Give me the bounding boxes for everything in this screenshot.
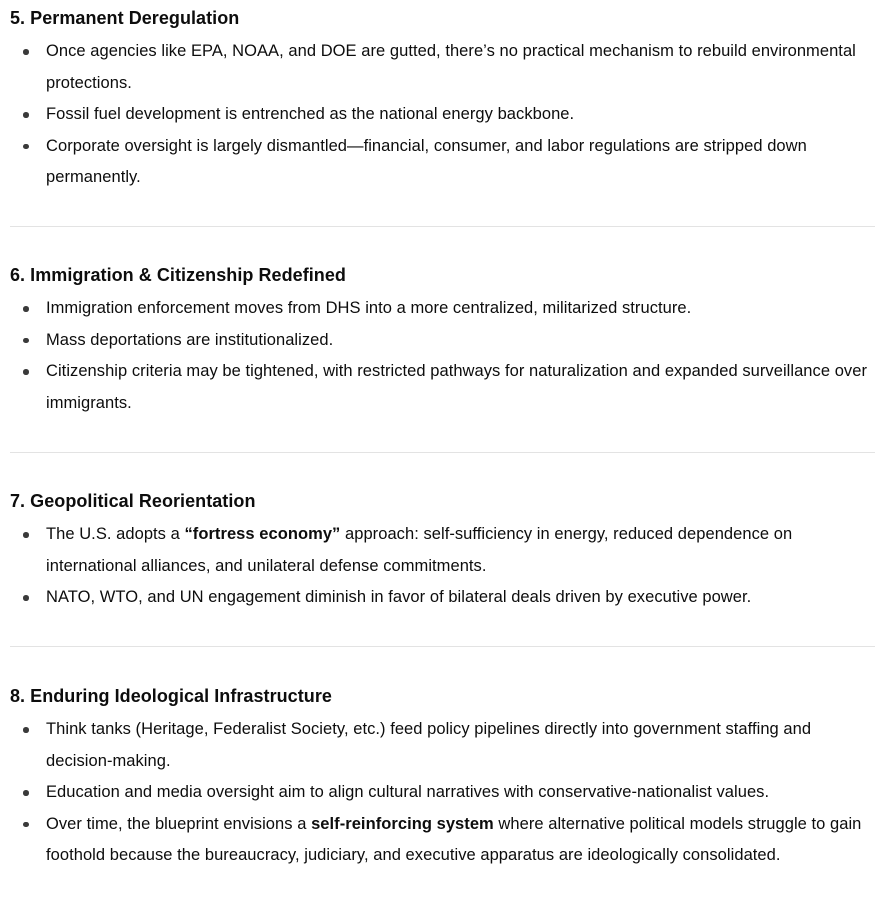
bullet-dot-icon — [23, 532, 29, 538]
text-run: The U.S. adopts a — [46, 525, 185, 543]
section-heading: 6. Immigration & Citizenship Redefined — [10, 265, 346, 285]
list-item-text — [46, 588, 751, 606]
bold-text-run: “fortress economy” — [184, 525, 341, 543]
section-heading: 7. Geopolitical Reorientation — [10, 491, 256, 511]
text-run: Mass deportations are institutionalized. — [46, 330, 334, 349]
bullet-dot-icon — [23, 306, 29, 312]
section-permanent-deregulation — [10, 5, 875, 194]
bullet-dot-icon — [23, 369, 29, 375]
section-divider — [10, 452, 875, 453]
text-run: Corporate oversight is largely dismantled—financial, consumer, and labor regulations are stripped down permanently. — [46, 136, 807, 186]
section-heading: 5. Permanent Deregulation — [10, 8, 240, 28]
bullet-dot-icon — [23, 144, 29, 150]
bullet-list — [10, 714, 875, 872]
bullet-list — [10, 293, 875, 419]
text-run: Fossil fuel development is entrenched as the national energy backbone. — [46, 105, 575, 123]
text-run: Think tanks (Heritage, Federalist Society, etc.) feed policy pipelines directly into government staffing and decision-making. — [46, 720, 812, 770]
text-run: Over time, the blueprint envisions a — [46, 814, 312, 833]
bullet-dot-icon — [23, 790, 29, 796]
text-run: Citizenship criteria may be tightened, with restricted pathways for naturalization and expanded surveillance over immigrants. — [46, 362, 867, 412]
list-item — [10, 99, 875, 131]
section-ideological-infrastructure — [10, 683, 875, 872]
list-item-text — [46, 362, 867, 412]
section-divider — [10, 226, 875, 227]
bullet-dot-icon — [23, 727, 29, 733]
list-item-text — [46, 299, 691, 317]
text-run: Once agencies like EPA, NOAA, and DOE are gutted, there’s no practical mechanism to rebuild environmental protections. — [46, 42, 856, 92]
list-item — [10, 36, 875, 99]
list-item-text — [46, 720, 811, 770]
list-item — [10, 714, 875, 777]
bullet-list — [10, 36, 875, 194]
bullet-dot-icon — [23, 822, 29, 828]
list-item-text — [46, 137, 807, 187]
section-divider — [10, 646, 875, 647]
list-item-text — [46, 783, 769, 801]
list-item — [10, 131, 875, 194]
bullet-dot-icon — [23, 595, 29, 601]
section-geopolitical-reorientation — [10, 488, 875, 614]
bullet-dot-icon — [23, 338, 29, 344]
bullet-list — [10, 519, 875, 614]
list-item-text — [46, 525, 792, 575]
bold-text-run: self-reinforcing system — [311, 814, 494, 833]
list-item — [10, 519, 875, 582]
list-item-text — [46, 815, 861, 865]
list-item-text — [46, 42, 856, 92]
bullet-dot-icon — [23, 112, 29, 118]
list-item-text — [46, 331, 333, 349]
bullet-dot-icon — [23, 49, 29, 55]
text-run: Education and media oversight aim to align cultural narratives with conservative-nationalist values. — [46, 783, 770, 801]
list-item — [10, 356, 875, 419]
text-run: Immigration enforcement moves from DHS into a more centralized, militarized structure. — [46, 299, 692, 317]
list-item — [10, 293, 875, 325]
text-run: NATO, WTO, and UN engagement diminish in favor of bilateral deals driven by executive power. — [46, 588, 752, 606]
list-item — [10, 582, 875, 614]
list-item — [10, 809, 875, 872]
section-immigration-citizenship — [10, 262, 875, 419]
text-run: where alternative political models struggle to gain foothold because the bureaucracy, judiciary, and executive apparatus are ideologically consolidated. — [46, 814, 862, 864]
list-item-text — [46, 105, 574, 123]
list-item — [10, 777, 875, 809]
text-run: approach: self-sufficiency in energy, reduced dependence on international alliances, and unilateral defense commitments. — [46, 525, 793, 575]
section-heading: 8. Enduring Ideological Infrastructure — [10, 686, 332, 706]
list-item — [10, 325, 875, 357]
